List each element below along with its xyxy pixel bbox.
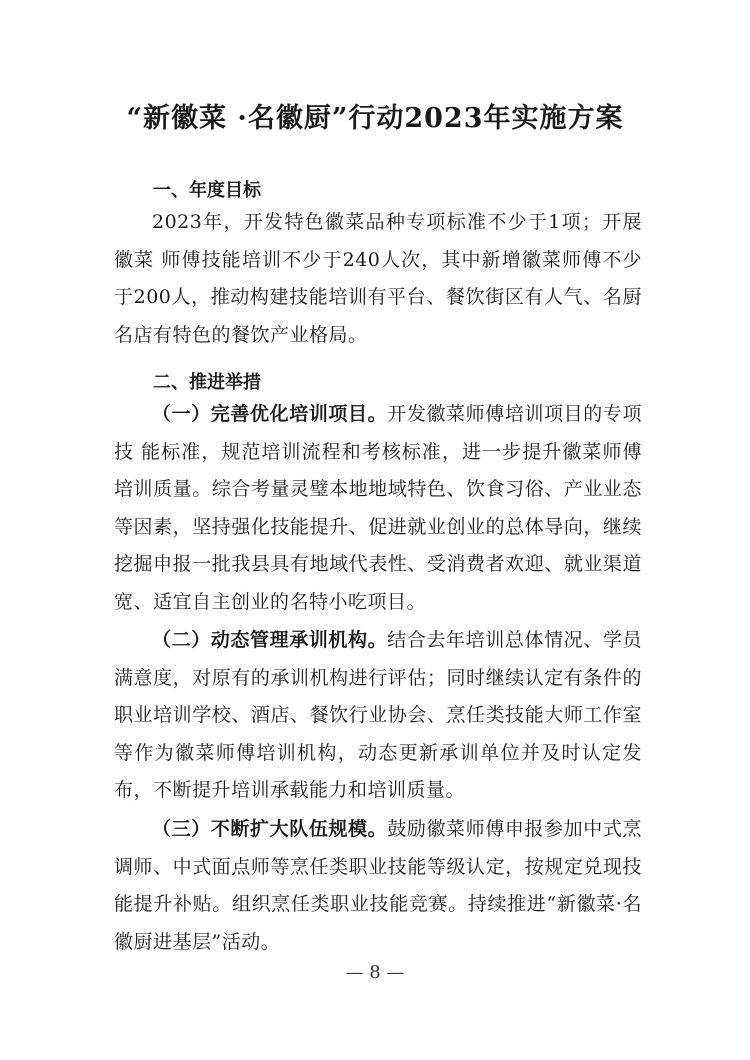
measure-2-lead: （二）动态管理承训机构。 (152, 629, 388, 651)
measure-3-text: 鼓励徽菜师傅申报参加中式烹调师、中式面点师等烹任类职业技能等级认定，按规定兑现技能提升补贴。组织烹任类职业技能竞赛。持续推进“新徽菜·名徽厨进基层”活动。 (114, 818, 642, 953)
section-annual-goals-body (114, 204, 642, 354)
measure-1-body (114, 396, 642, 622)
measure-3-body (114, 811, 642, 961)
paragraph-annual-goals: 2023年，开发特色徽菜品种专项标准不少于1项；开展徽菜 师傅技能培训不少于240人次，其中新增徽菜师傅不少于200人，推动构建技能培训有平台、餐饮街区有人气、名厨名店有特色的餐饮产业格局。 (114, 211, 642, 346)
measure-1-lead: （一）完善优化培训项目。 (152, 403, 388, 425)
measure-2-text: 结合去年培训总体情况、学员满意度，对原有的承训机构进行评估；同时继续认定有条件的职业培训学校、酒店、餐饮行业协会、烹任类技能大师工作室等作为徽菜师傅培训机构，动态更新承训单位并及时认定发布，不断提升培训承载能力和培训质量。 (114, 629, 642, 802)
paragraph-measure-1 (114, 396, 642, 622)
document-title: “新徽菜 ·名徽厨”行动2023年实施方案 (126, 103, 624, 134)
measure-2-body (114, 622, 642, 810)
section-heading-annual-goals: 一、年度目标 (153, 180, 261, 201)
section-heading-measures: 二、推进举措 (153, 372, 261, 393)
paragraph-measure-2 (114, 622, 642, 810)
measure-1-text: 开发徽菜师傅培训项目的专项技 能标准，规范培训流程和考核标准，进一步提升徽菜师傅培训质量。综合考量灵璧本地地域特色、饮食习俗、产业业态等因素，坚持强化技能提升、促进就业创业的总体导向，继续挖掘申报一批我县具有地域代表性、受消费者欢迎、就业渠道宽、适宜自主创业的名特小吃项目。 (114, 403, 642, 613)
measure-3-lead: （三）不断扩大队伍规模。 (152, 818, 388, 840)
paragraph-measure-3 (114, 811, 642, 961)
page-number: — 8 — (345, 962, 405, 983)
